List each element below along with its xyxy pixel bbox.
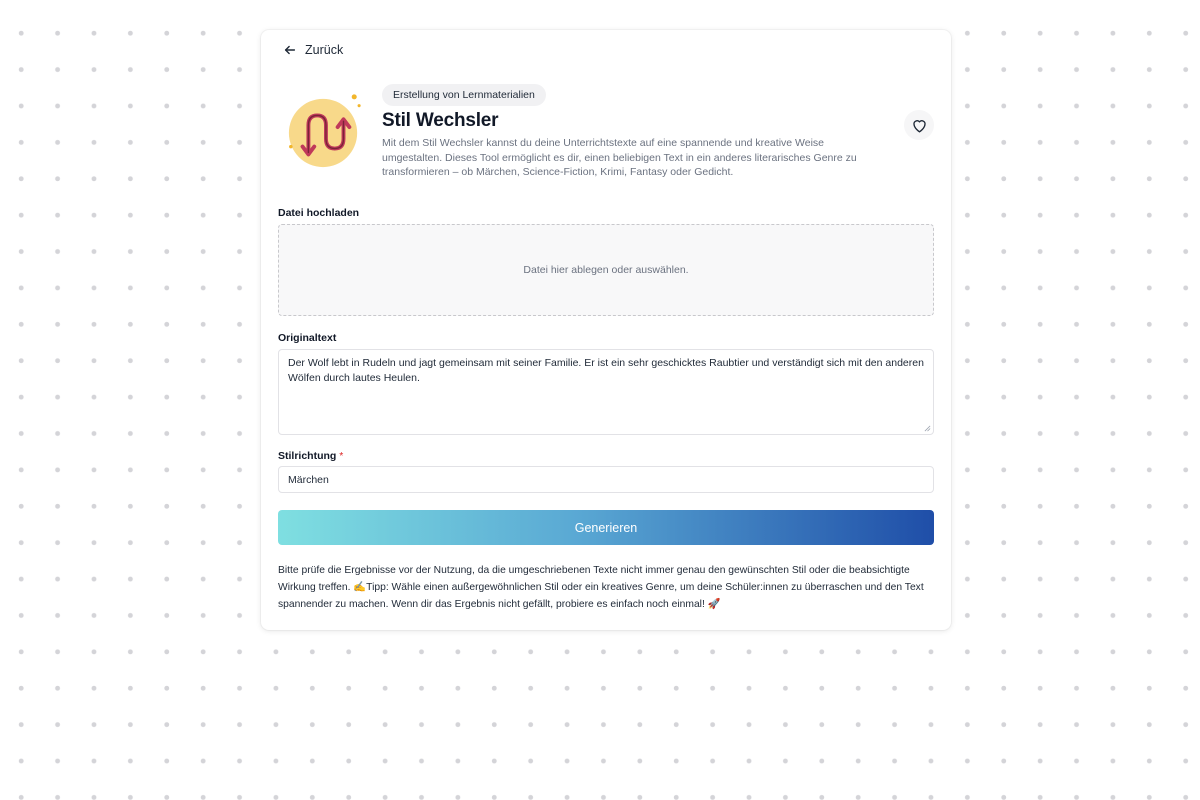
dropzone-text: Datei hier ablegen oder auswählen. (523, 264, 689, 276)
original-text-label: Originaltext (278, 332, 337, 344)
generate-button[interactable] (278, 510, 934, 545)
shuffle-arrows-icon (285, 92, 363, 170)
upload-label: Datei hochladen (278, 207, 360, 219)
original-text-textarea[interactable] (278, 349, 934, 435)
tool-card (261, 30, 951, 630)
required-marker: * (339, 450, 344, 462)
style-label (278, 450, 343, 462)
heart-icon (910, 116, 929, 135)
back-button[interactable] (283, 43, 343, 57)
page-title: Stil Wechsler (382, 110, 499, 131)
original-text-value: Der Wolf lebt in Rudeln und jagt gemeinsam mit seiner Familie. Er ist ein sehr geschicktes Raubtier und verständigt sich mit den anderen Wölfen durch lautes Heulen. (288, 357, 924, 384)
resize-handle-icon[interactable] (924, 425, 931, 432)
favorite-button[interactable] (904, 110, 934, 140)
generate-label: Generieren (574, 520, 638, 535)
back-label: Zurück (305, 43, 344, 57)
style-input[interactable] (278, 466, 934, 493)
style-input-value: Märchen (288, 473, 329, 486)
style-label-text: Stilrichtung (278, 450, 337, 462)
arrow-left-icon (283, 43, 297, 57)
file-dropzone[interactable] (278, 224, 934, 316)
tool-description: Mit dem Stil Wechsler kannst du deine Unterrichtstexte auf eine spannende und kreative Weise umgestalten. Dieses Tool ermöglicht es dir, einen beliebigen Text in ein anderes literarisches Genre zu transformieren – ob Märchen, Science-Fiction, Krimi, Fantasy oder Gedicht. (382, 137, 857, 178)
category-tag: Erstellung von Lernmaterialien (382, 84, 546, 106)
disclaimer-text: Bitte prüfe die Ergebnisse vor der Nutzung, da die umgeschriebenen Texte nicht immer genau den gewünschten Stil oder die beabsichtigte Wirkung treffen. ✍️Tipp: Wähle einen außergewöhnlichen Stil oder ein kreatives Genre, um deine Schüler:innen zu überraschen und den Text spannender zu machen. Wenn dir das Ergebnis nicht gefällt, probiere es einfach noch einmal! 🚀 (278, 565, 924, 610)
